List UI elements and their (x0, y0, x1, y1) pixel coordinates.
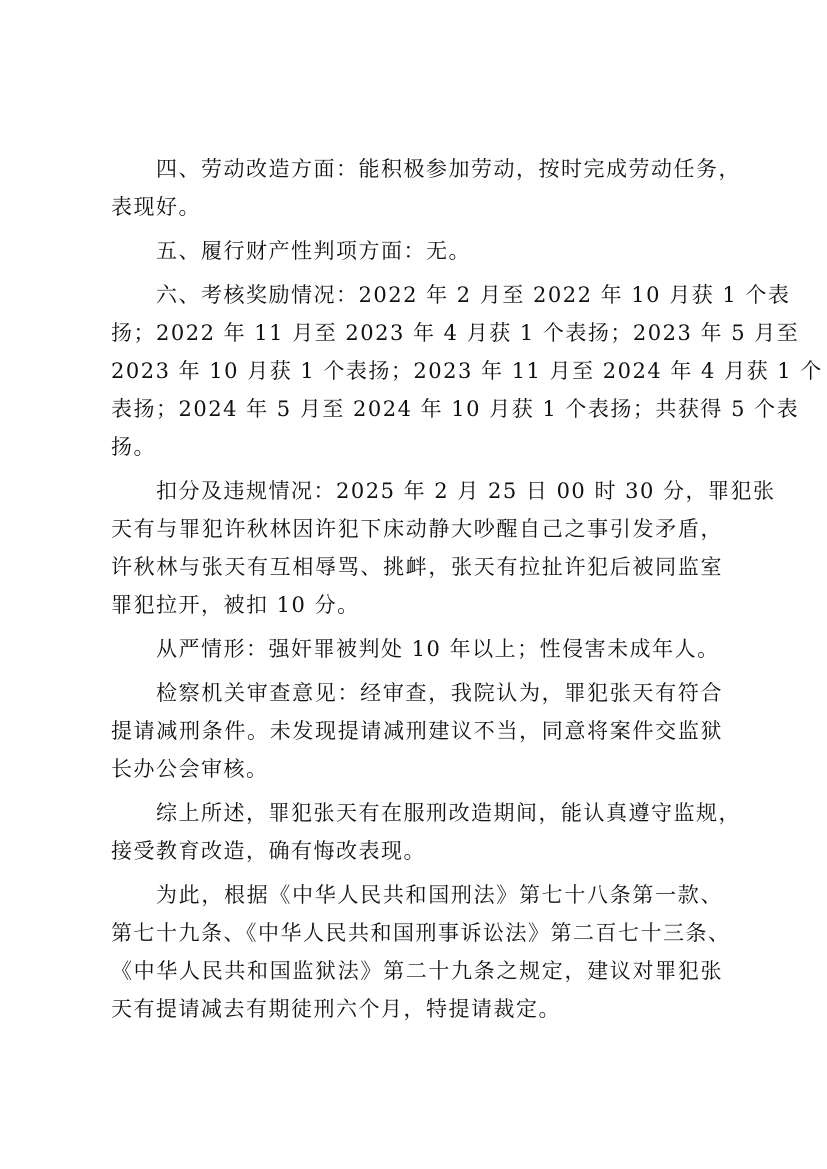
text-line: 罪犯拉开，被扣 10 分。 (111, 593, 360, 617)
text-line: 扬；2022 年 11 月至 2023 年 4 月获 1 个表扬；2023 年 5 月至 (111, 321, 800, 345)
text-line: 2023 年 10 月获 1 个表扬；2023 年 11 月至 2024 年 4 月获 1 个 (111, 359, 823, 383)
text-line: 检察机关审查意见：经审查，我院认为，罪犯张天有符合 (156, 681, 723, 705)
text-line: 综上所述，罪犯张天有在服刑改造期间，能认真遵守监规， (156, 801, 741, 825)
text-line: 表扬；2024 年 5 月至 2024 年 10 月获 1 个表扬；共获得 5 个表 (111, 397, 800, 421)
text-line: 天有与罪犯许秋林因许犯下床动静大吵醒自己之事引发矛盾， (111, 517, 723, 541)
paragraph-violations (111, 472, 776, 624)
paragraph-conclusion (111, 876, 731, 1028)
text-line: 为此，根据《中华人民共和国刑法》第七十八条第一款、 (156, 883, 723, 907)
text-line: 长办公会审核。 (111, 757, 269, 781)
paragraph-strict (111, 630, 723, 668)
document-body (111, 150, 823, 1034)
paragraph-summary (111, 794, 741, 870)
text-line: 扬。 (111, 435, 156, 459)
text-line: 表现好。 (111, 195, 201, 219)
text-line: 天有提请减去有期徒刑六个月，特提请裁定。 (111, 997, 561, 1021)
paragraph-property (111, 232, 723, 270)
text-line: 四、劳动改造方面：能积极参加劳动，按时完成劳动任务， (156, 157, 741, 181)
text-line: 从严情形：强奸罪被判处 10 年以上；性侵害未成年人。 (156, 637, 720, 661)
text-line: 第七十九条、《中华人民共和国刑事诉讼法》第二百七十三条、 (111, 921, 731, 945)
paragraph-procuratorate (111, 674, 723, 788)
text-line: 许秋林与张天有互相辱骂、挑衅，张天有拉扯许犯后被同监室 (111, 555, 723, 579)
text-line: 六、考核奖励情况：2022 年 2 月至 2022 年 10 月获 1 个表 (156, 283, 791, 307)
text-line: 提请减刑条件。未发现提请减刑建议不当，同意将案件交监狱 (111, 719, 723, 743)
text-line: 接受教育改造，确有悔改表现。 (111, 839, 426, 863)
paragraph-rewards (111, 276, 823, 466)
paragraph-labor (111, 150, 741, 226)
text-line: 五、履行财产性判项方面：无。 (156, 239, 471, 263)
text-line: 扣分及违规情况：2025 年 2 月 25 日 00 时 30 分，罪犯张 (156, 479, 776, 503)
text-line: 《中华人民共和国监狱法》第二十九条之规定，建议对罪犯张 (111, 959, 723, 983)
